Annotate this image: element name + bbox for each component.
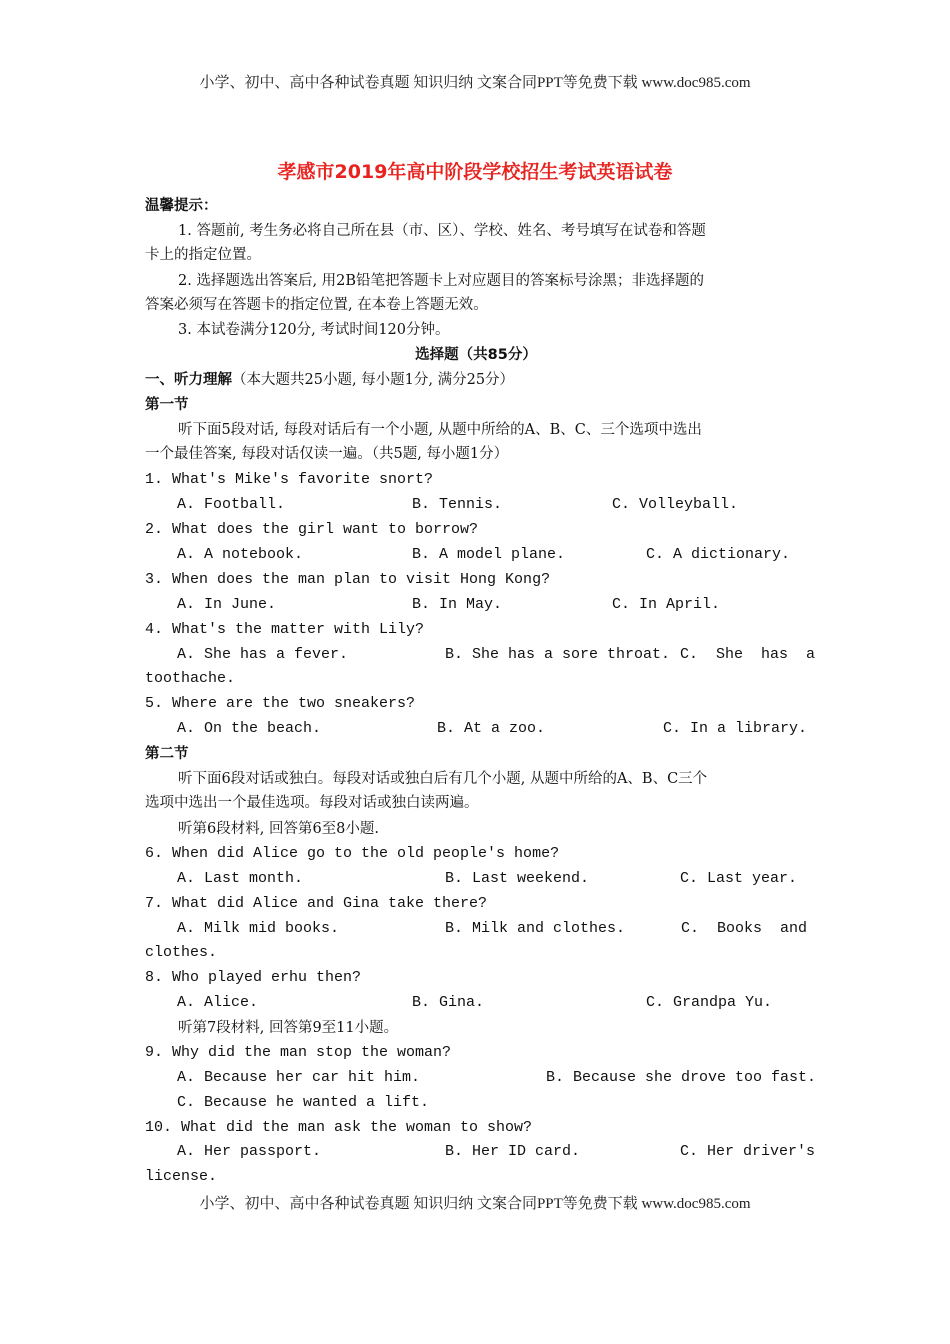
question-4-stem: 4. What's the matter with Lily? xyxy=(145,621,425,638)
question-2-option-b: B. A model plane. xyxy=(412,546,566,563)
question-7-option-c-continued: clothes. xyxy=(145,944,218,961)
question-8-option-c: C. Grandpa Yu. xyxy=(646,994,773,1011)
tip-2-line-2: 答案必须写在答题卡的指定位置, 在本卷上答题无效。 xyxy=(145,297,488,313)
part-1-heading xyxy=(145,371,807,389)
question-1-option-c: C. Volleyball. xyxy=(612,496,739,513)
question-6-stem: 6. When did Alice go to the old people's home? xyxy=(145,845,560,862)
question-5-stem: 5. Where are the two sneakers? xyxy=(145,695,416,712)
question-9-option-b: B. Because she drove too fast. xyxy=(546,1069,817,1086)
question-6-option-c: C. Last year. xyxy=(680,870,798,887)
tip-2-line-1: 2. 选择题选出答案后, 用2B铅笔把答题卡上对应题目的答案标号涂黑；非选择题的 xyxy=(178,273,705,289)
section-1-instruction-line-2: 一个最佳答案, 每段对话仅读一遍。（共5题, 每小题1分） xyxy=(145,446,509,462)
section-heading: 选择题（共85分） xyxy=(415,347,537,363)
question-5-option-b: B. At a zoo. xyxy=(437,720,546,737)
question-5-option-a: A. On the beach. xyxy=(177,720,322,737)
question-1-stem: 1. What's Mike's favorite snort? xyxy=(145,471,434,488)
section-2-heading: 第二节 xyxy=(145,746,189,762)
section-1-instruction-line-1: 听下面5段对话, 每段对话后有一个小题, 从题中所给的A、B、C、三个选项中选出 xyxy=(178,422,702,438)
question-4-option-a: A. She has a fever. xyxy=(177,646,349,663)
question-4-option-b: B. She has a sore throat. xyxy=(445,646,671,663)
question-2-option-a: A. A notebook. xyxy=(177,546,304,563)
question-8-option-a: A. Alice. xyxy=(177,994,259,1011)
tip-3: 3. 本试卷满分120分, 考试时间120分钟。 xyxy=(178,322,450,338)
question-4-option-c: C. She has a xyxy=(680,646,816,663)
question-10-stem: 10. What did the man ask the woman to show? xyxy=(145,1119,533,1136)
question-3-option-a: A. In June. xyxy=(177,596,277,613)
tip-1-line-2: 卡上的指定位置。 xyxy=(145,247,261,263)
question-7-stem: 7. What did Alice and Gina take there? xyxy=(145,895,488,912)
question-6-option-b: B. Last weekend. xyxy=(445,870,590,887)
question-2-stem: 2. What does the girl want to borrow? xyxy=(145,521,479,538)
question-8-stem: 8. Who played erhu then? xyxy=(145,969,362,986)
tip-1-line-1: 1. 答题前, 考生务必将自己所在县（市、区）、学校、姓名、考号填写在试卷和答题 xyxy=(178,223,706,239)
question-9-option-c: C. Because he wanted a lift. xyxy=(177,1094,430,1111)
question-4-option-c-continued: toothache. xyxy=(145,670,236,687)
question-3-option-b: B. In May. xyxy=(412,596,503,613)
question-7-option-b: B. Milk and clothes. xyxy=(445,920,626,937)
question-1-option-b: B. Tennis. xyxy=(412,496,503,513)
question-9-stem: 9. Why did the man stop the woman? xyxy=(145,1044,452,1061)
material-7-note: 听第7段材料, 回答第9至11小题。 xyxy=(178,1020,399,1036)
question-3-option-c: C. In April. xyxy=(612,596,721,613)
question-2-option-c: C. A dictionary. xyxy=(646,546,791,563)
question-10-option-b: B. Her ID card. xyxy=(445,1143,581,1160)
part-1-title: 一、听力理解 xyxy=(145,372,232,388)
section-1-heading: 第一节 xyxy=(145,397,189,413)
question-10-option-a: A. Her passport. xyxy=(177,1143,322,1160)
section-2-instruction-line-2: 选项中选出一个最佳选项。每段对话或独白读两遍。 xyxy=(145,795,479,811)
page-header: 小学、初中、高中各种试卷真题 知识归纳 文案合同PPT等免费下载 www.doc985.com xyxy=(199,75,751,91)
question-1-option-a: A. Football. xyxy=(177,496,286,513)
exam-title: 孝感市2019年高中阶段学校招生考试英语试卷 xyxy=(277,161,673,183)
page-footer: 小学、初中、高中各种试卷真题 知识归纳 文案合同PPT等免费下载 www.doc985.com xyxy=(199,1196,751,1212)
question-6-option-a: A. Last month. xyxy=(177,870,304,887)
question-7-option-c: C. Books and xyxy=(680,920,807,937)
question-7-option-a: A. Milk mid books. xyxy=(177,920,340,937)
section-2-instruction-line-1: 听下面6段对话或独白。每段对话或独白后有几个小题, 从题中所给的A、B、C三个 xyxy=(178,771,708,787)
tips-heading: 温馨提示： xyxy=(145,198,218,214)
question-5-option-c: C. In a library. xyxy=(663,720,808,737)
question-9-option-a: A. Because her car hit him. xyxy=(177,1069,421,1086)
question-3-stem: 3. When does the man plan to visit Hong Kong? xyxy=(145,571,551,588)
question-10-option-c: C. Her driver's xyxy=(680,1143,816,1160)
part-1-note: （本大题共25小题, 每小题1分, 满分25分） xyxy=(232,372,515,388)
question-8-option-b: B. Gina. xyxy=(412,994,485,1011)
material-6-note: 听第6段材料, 回答第6至8小题. xyxy=(178,821,380,837)
question-10-option-c-continued: license. xyxy=(145,1168,218,1185)
